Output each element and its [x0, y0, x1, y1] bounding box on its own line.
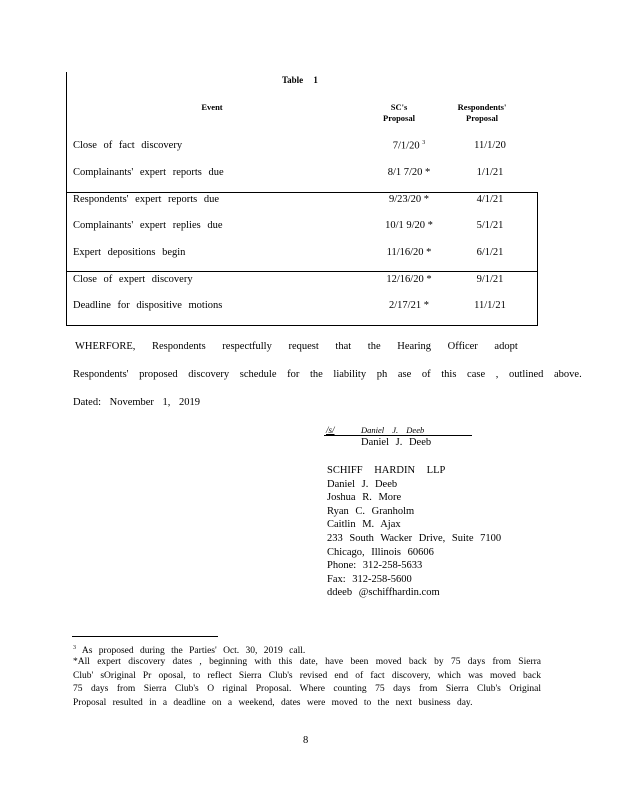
firm-name: SCHIFF HARDIN LLP	[327, 465, 446, 476]
dated-line: Dated: November 1, 2019	[73, 397, 201, 408]
row-event: Deadline for dispositive motions	[73, 300, 223, 311]
row-sc-date: 9/23/20 *	[389, 194, 429, 205]
row-event: Complainants' expert replies due	[73, 220, 223, 231]
footnote-3-text: As proposed during the Parties' Oct. 30, 2019 call.	[81, 646, 306, 657]
row-sc-date: 2/17/21 *	[389, 300, 429, 311]
header-sc-proposal	[374, 102, 424, 124]
signature-printed-name: Daniel J. Deeb	[361, 437, 432, 448]
row-resp-date: 11/1/21	[474, 300, 506, 311]
row-sc-date: 12/16/20 *	[386, 274, 432, 285]
address-line: 233 South Wacker Drive, Suite 7100	[327, 532, 502, 544]
row-resp-date: 11/1/20	[474, 140, 506, 151]
row-sc-date: 10/1 9/20 *	[385, 220, 433, 231]
table-left-border	[66, 72, 67, 326]
counsel-line: Daniel J. Deeb	[327, 478, 398, 490]
table-right-border	[537, 192, 538, 326]
signature-line	[324, 435, 472, 436]
row-sc-date	[374, 140, 444, 152]
row-resp-date: 4/1/21	[476, 194, 504, 205]
row-event: Expert depositions begin	[73, 247, 186, 258]
signature-slash-s: /s/	[326, 425, 335, 435]
row-sc-value: 7/1/20	[392, 140, 420, 152]
footnote-ref: 3	[422, 140, 426, 146]
row-event: Close of expert discovery	[73, 274, 193, 285]
footnote-mark: 3	[73, 645, 76, 651]
row-resp-date: 9/1/21	[476, 274, 504, 285]
header-resp-line1: Respondents'	[457, 102, 507, 112]
paragraph-schedule: Respondents' proposed discovery schedule for the liability ph ase of this case , outlined above.	[73, 369, 582, 380]
header-event: Event	[201, 102, 223, 112]
signature-script-name: Daniel J. Deeb	[361, 425, 425, 435]
address-line: Chicago, Illinois 60606	[327, 546, 434, 558]
footnote-star: *All expert discovery dates , beginning with this date, have been moved back by 75 days from Sierra Club' sOriginal Pr oposal, to reflect Sierra Club's revised end of fact discovery, which was moved back 75 days from Sierra Club's O riginal Proposal. Where counting 75 days from Sierra Club's Original Proposal resulted in a deadline on a weekend, dates were moved to the next business day.	[73, 657, 541, 708]
row-sc-date: 11/16/20 *	[386, 247, 432, 258]
page-number: 8	[303, 735, 309, 746]
phone-line: Phone: 312-258-5633	[327, 560, 423, 572]
header-resp-proposal	[452, 102, 512, 124]
header-sc-line1: SC's	[390, 102, 408, 112]
table-title: Table 1	[282, 75, 318, 85]
row-event: Respondents' expert reports due	[73, 194, 219, 205]
header-sc-line2: Proposal	[383, 113, 415, 123]
row-event: Complainants' expert reports due	[73, 167, 224, 178]
table-divider	[66, 192, 538, 193]
email-line: ddeeb @schiffhardin.com	[327, 587, 440, 599]
row-event: Close of fact discovery	[73, 140, 183, 151]
table-divider	[66, 271, 538, 272]
table-bottom-border	[66, 325, 538, 326]
fax-line: Fax: 312-258-5600	[327, 573, 412, 585]
footnote-rule	[72, 636, 218, 637]
counsel-block	[327, 464, 501, 600]
paragraph-wherefore: WHERFORE, Respondents respectfully request that the Hearing Officer adopt	[75, 341, 518, 352]
row-resp-date: 5/1/21	[476, 220, 504, 231]
counsel-line: Joshua R. More	[327, 492, 402, 504]
counsel-line: Ryan C. Granholm	[327, 505, 415, 517]
header-resp-line2: Proposal	[466, 113, 498, 123]
row-resp-date: 6/1/21	[476, 247, 504, 258]
row-resp-date: 1/1/21	[476, 167, 504, 178]
counsel-line: Caitlin M. Ajax	[327, 519, 401, 531]
row-sc-date: 8/1 7/20 *	[387, 167, 431, 178]
